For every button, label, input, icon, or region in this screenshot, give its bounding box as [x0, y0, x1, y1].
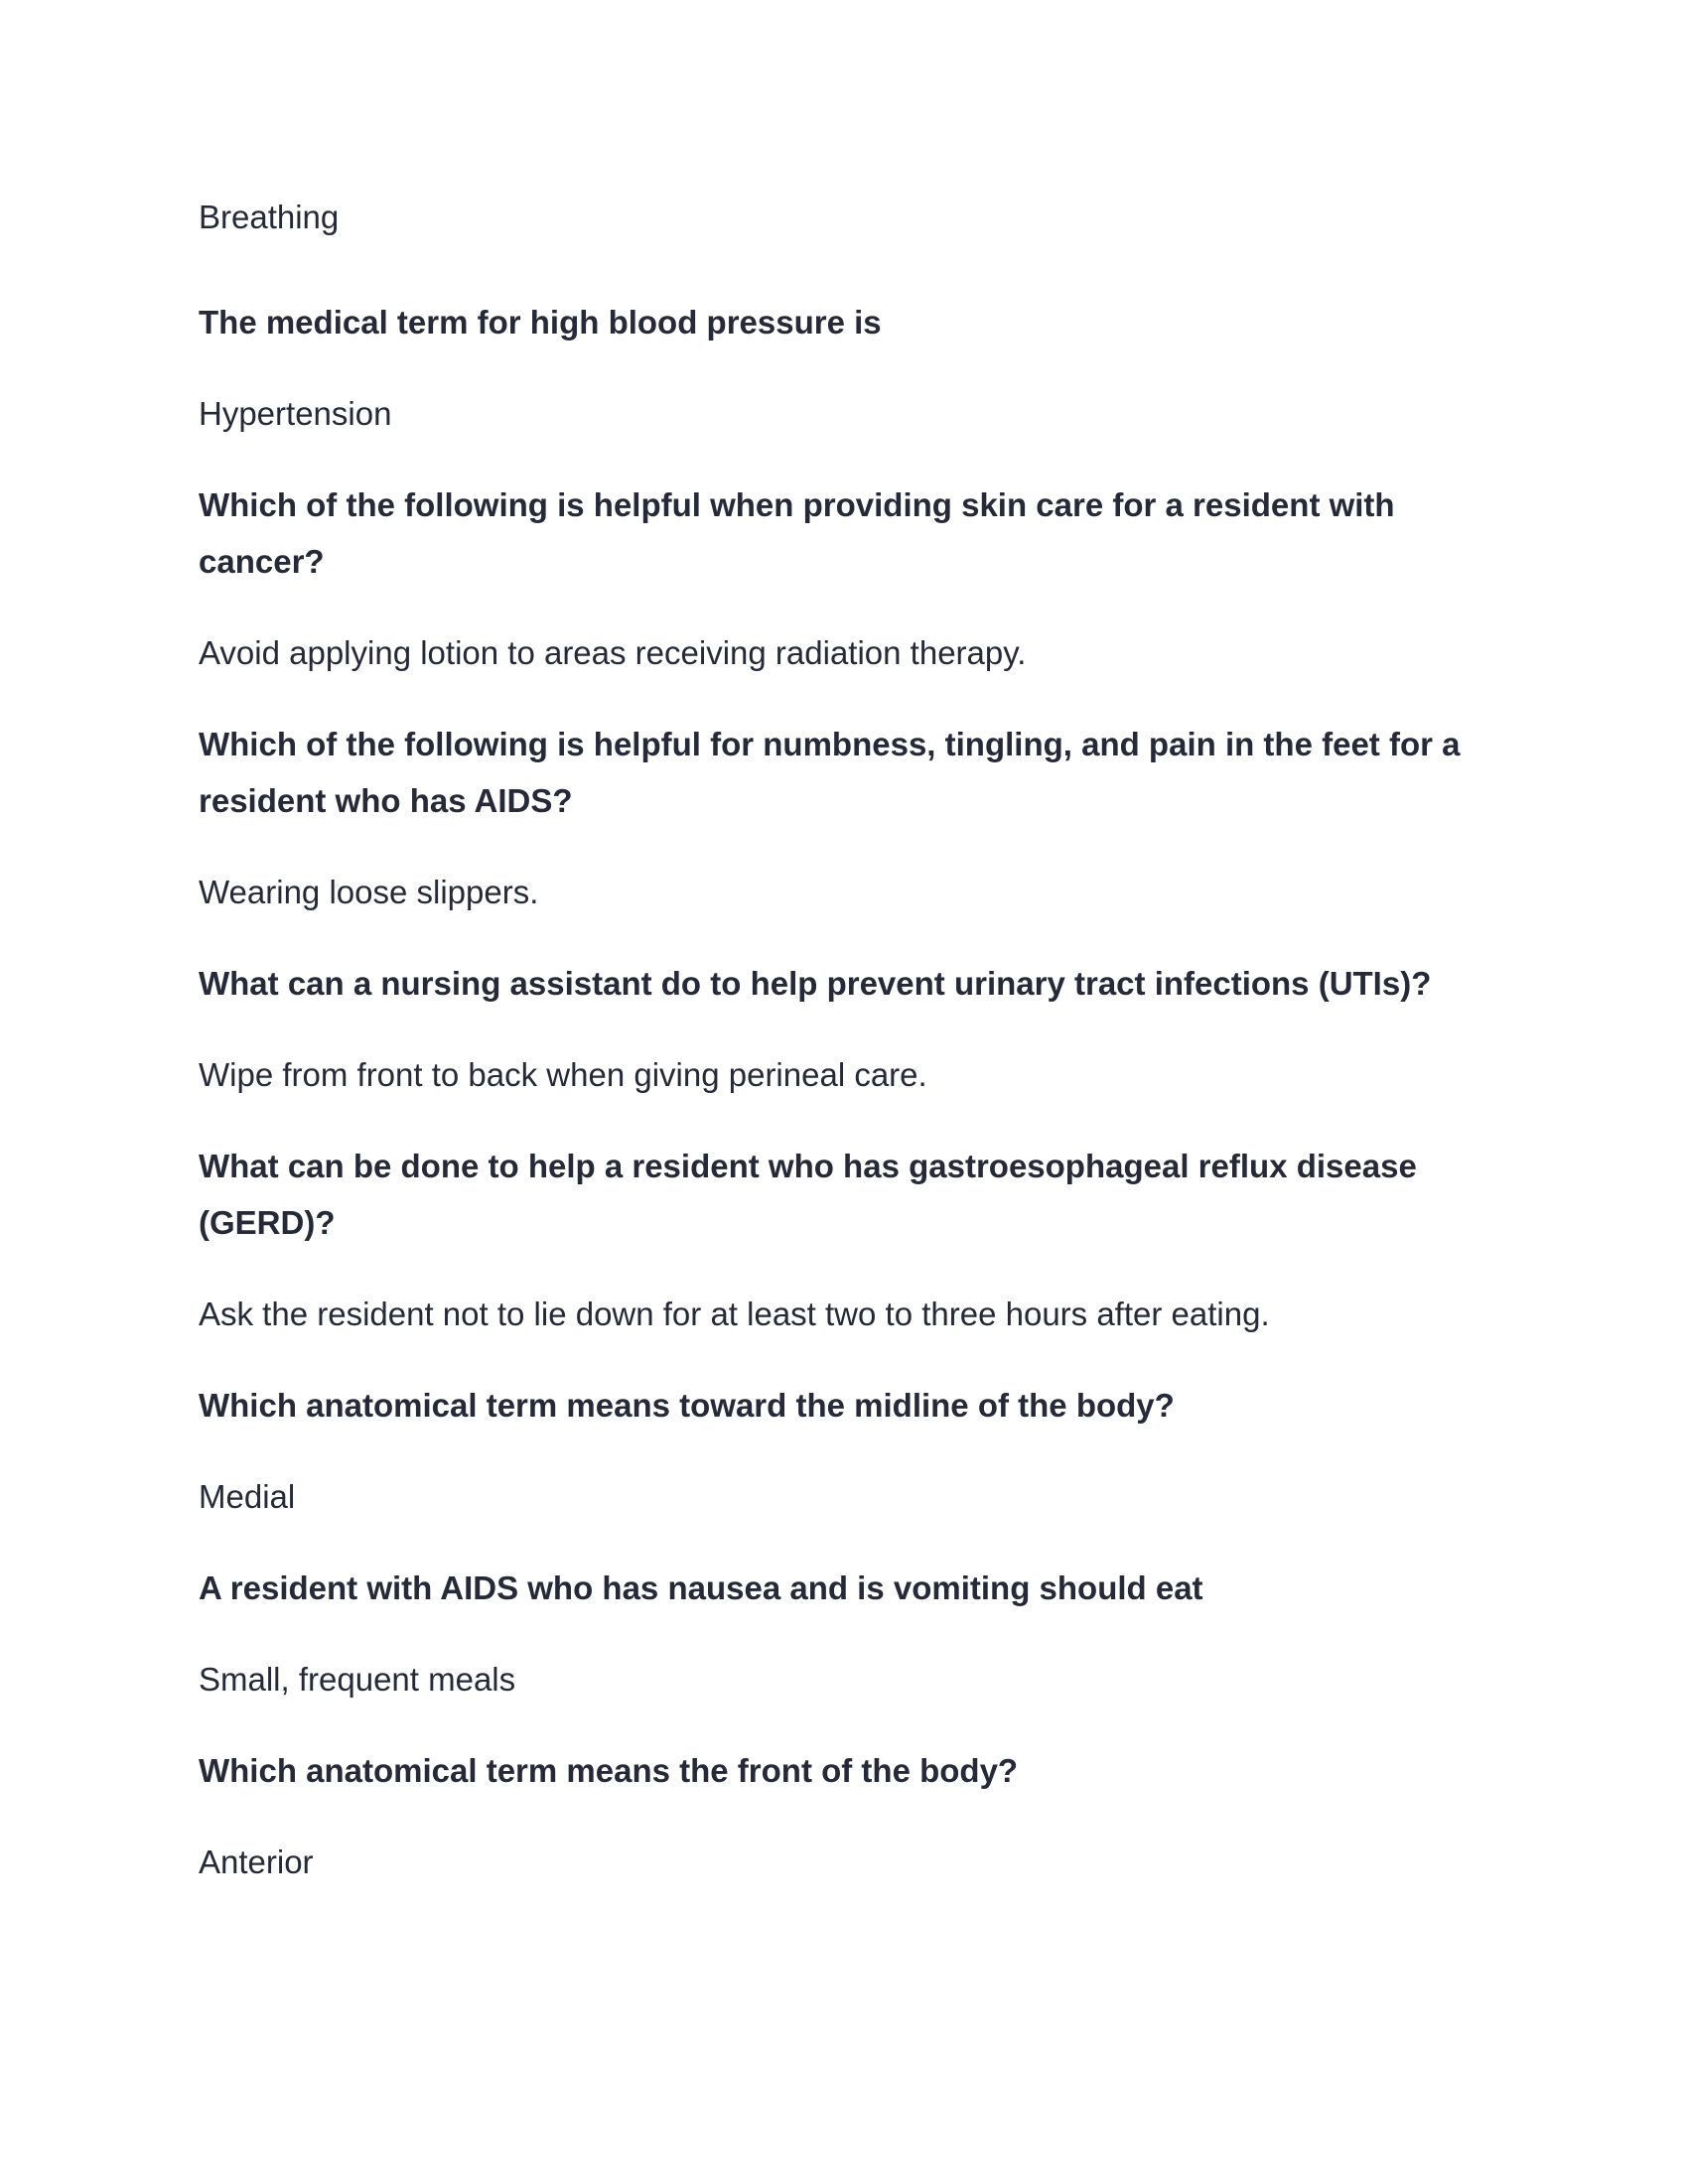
question-text: What can be done to help a resident who has gastroesophageal reflux disease (GERD)?	[199, 1148, 1417, 1241]
answer-text: Wipe from front to back when giving perineal care.	[199, 1056, 927, 1093]
answer-text: Hypertension	[199, 395, 392, 432]
question-text: Which anatomical term means the front of the body?	[199, 1752, 1019, 1789]
document-page	[199, 189, 1489, 1925]
answer-text: Avoid applying lotion to areas receiving radiation therapy.	[199, 634, 1027, 671]
answer-text: Ask the resident not to lie down for at least two to three hours after eating.	[199, 1296, 1270, 1332]
answer-text: Medial	[199, 1478, 296, 1515]
question-text: Which of the following is helpful when providing skin care for a resident with cancer?	[199, 486, 1395, 580]
answer-text: Small, frequent meals	[199, 1661, 516, 1698]
answer-text: Anterior	[199, 1843, 314, 1880]
question-text: What can a nursing assistant do to help prevent urinary tract infections (UTIs)?	[199, 965, 1432, 1002]
question-text: The medical term for high blood pressure is	[199, 304, 882, 341]
question-text: Which anatomical term means toward the midline of the body?	[199, 1387, 1175, 1424]
question-text: Which of the following is helpful for numbness, tingling, and pain in the feet for a resident who has AIDS?	[199, 726, 1461, 819]
question-text: A resident with AIDS who has nausea and is vomiting should eat	[199, 1570, 1203, 1606]
answer-text: Wearing loose slippers.	[199, 874, 539, 910]
leading-answer: Breathing	[199, 199, 340, 235]
